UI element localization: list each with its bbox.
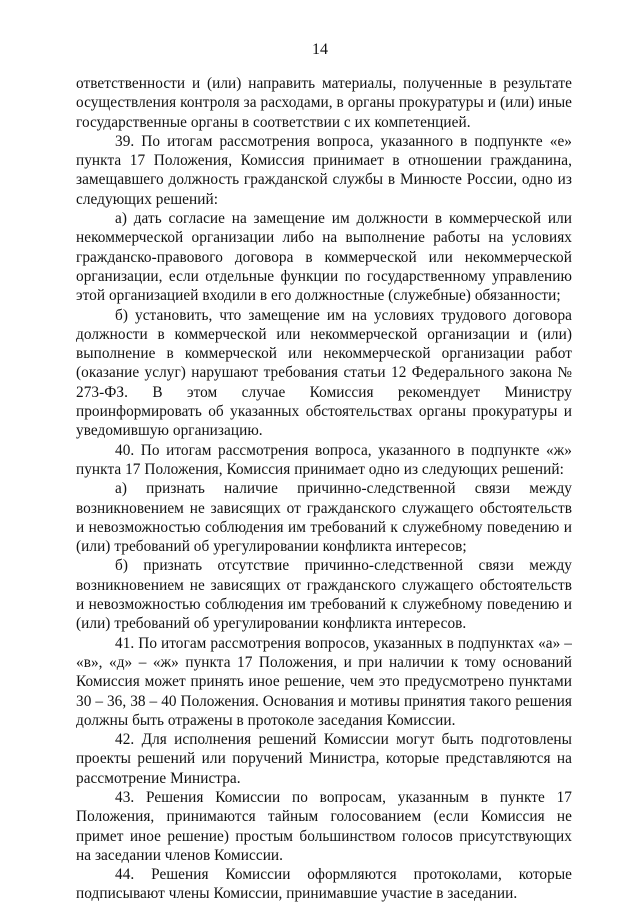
paragraph-40-b: б) признать отсутствие причинно-следственной связи между возникновением не зависящих от гражданского служащего обстоятельств и невозможностью соблюдения им требований к служебному поведению и (или) требований об урегулировании конфликта интересов.	[76, 557, 572, 633]
paragraph-40-a: а) признать наличие причинно-следственной связи между возникновением не зависящих от гражданского служащего обстоятельств и невозможностью соблюдения им требований к служебному поведению и (или) требований об урегулировании конфликта интересов;	[76, 480, 572, 556]
paragraph-40: 40. По итогам рассмотрения вопроса, указанного в подпункте «ж» пункта 17 Положения, Комиссия принимает одно из следующих решений:	[76, 441, 572, 478]
paragraph-41: 41. По итогам рассмотрения вопросов, указанных в подпунктах «а» – «в», «д» – «ж» пункта 17 Положения, и при наличии к тому оснований Комиссия может принять иное решение, чем это предусмотрено пунктами 30 – 36, 38 – 40 Положения. Основания и мотивы принятия такого решения должны быть отражены в протоколе заседания Комиссии.	[76, 634, 572, 729]
paragraph-39: 39. По итогам рассмотрения вопроса, указанного в подпункте «е» пункта 17 Положения, Комиссия принимает в отношении гражданина, замещавшего должность гражданской службы в Минюсте России, одно из следующих решений:	[76, 132, 572, 208]
paragraph-continuation: ответственности и (или) направить материалы, полученные в результате осуществления контроля за расходами, в органы прокуратуры и (или) иные государственные органы в соответствии с их компетенцией.	[76, 75, 572, 131]
paragraph-43: 43. Решения Комиссии по вопросам, указанным в пункте 17 Положения, принимаются тайным голосованием (если Комиссия не примет иное решение) простым большинством голосов присутствующих на заседании членов Комиссии.	[76, 788, 572, 864]
document-text	[76, 74, 572, 904]
paragraph-44: 44. Решения Комиссии оформляются протоколами, которые подписывают члены Комиссии, принимавшие участие в заседании.	[76, 866, 572, 903]
paragraph-39-a: а) дать согласие на замещение им должности в коммерческой или некоммерческой организации либо на выполнение работы на условиях гражданско-правового договора в коммерческой или некоммерческой организации, если отдельные функции по государственному управлению этой организацией входили в его должностные (служебные) обязанности;	[76, 210, 572, 305]
paragraph-39-b: б) установить, что замещение им на условиях трудового договора должности в коммерческой или некоммерческой организации и (или) выполнение в коммерческой или некоммерческой организации работ (оказание услуг) нарушают требования статьи 12 Федерального закона № 273-ФЗ. В этом случае Комиссия рекомендует Министру проинформировать об указанных обстоятельствах органы прокуратуры и уведомившую организацию.	[76, 306, 572, 440]
page-number: 14	[312, 41, 328, 58]
paragraph-42: 42. Для исполнения решений Комиссии могут быть подготовлены проекты решений или поручений Министра, которые представляются на рассмотрение Министра.	[76, 731, 572, 787]
